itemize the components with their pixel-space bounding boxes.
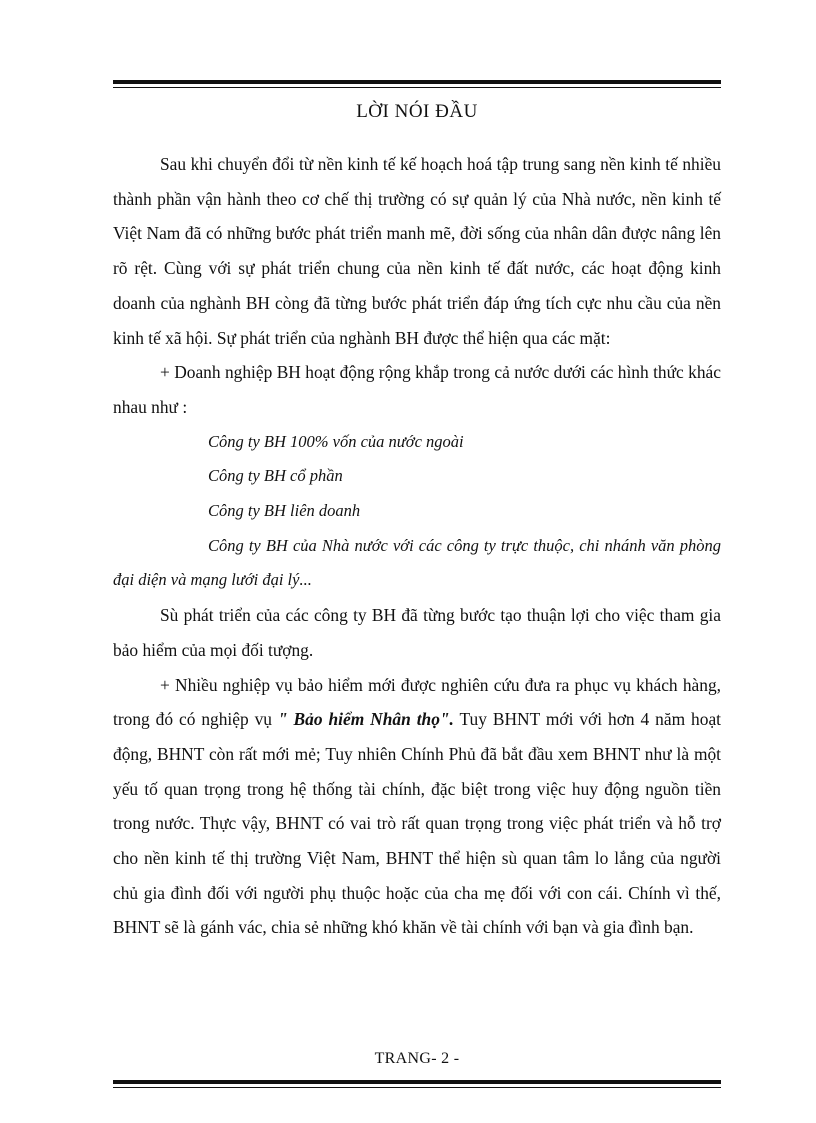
life-insurance-term: " Bảo hiểm Nhân thọ". [277, 709, 454, 730]
company-type-foreign: Công ty BH 100% vốn của nước ngoài [208, 431, 464, 451]
bullet-life-insurance [113, 668, 721, 946]
bullet-enterprises: + Doanh nghiệp BH hoạt động rộng khắp trong cả nước dưới các hình thức khác nhau như : [113, 362, 721, 417]
company-type-state: Công ty BH của Nhà nước với các công ty trực thuộc, chi nhánh văn phòng đại diện và mạng lưới đại lý... [113, 535, 721, 590]
page-title: LỜI NÓI ĐẦU [356, 101, 478, 122]
footer-double-rule [113, 1080, 721, 1088]
header-double-rule [113, 80, 721, 88]
page-number: TRANG- 2 - [374, 1050, 460, 1067]
company-type-joint-venture: Công ty BH liên doanh [208, 501, 361, 521]
document-body [113, 147, 721, 945]
development-paragraph: Sù phát triển của các công ty BH đã từng bước tạo thuận lợi cho việc tham gia bảo hiểm của mọi đối tượng. [113, 605, 721, 660]
intro-paragraph: Sau khi chuyển đổi từ nền kinh tế kế hoạch hoá tập trung sang nền kinh tế nhiều thành phần vận hành theo cơ chế thị trường có sự quản lý của Nhà nước, nền kinh tế Việt Nam đã có những bước phát triển manh mẽ, đời sống của nhân dân được nâng lên rõ rệt. Cùng với sự phát triển chung của nền kinh tế đất nước, các hoạt động kinh doanh của nghành BH còng đã từng bước phát triển đáp ứng tích cực nhu cầu của nền kinh tế xã hội. Sự phát triển của nghành BH được thể hiện qua các mặt: [113, 154, 721, 348]
life-insurance-intro: + Nhiều nghiệp vụ bảo hiểm mới được nghiên cứu đưa ra phục vụ khách hàng, trong đó có nghiệp vụ [113, 674, 721, 730]
life-insurance-body: Tuy BHNT mới với hơn 4 năm hoạt động, BHNT còn rất mới mẻ; Tuy nhiên Chính Phủ đã bắt đầu xem BHNT như là một yếu tố quan trọng trong hệ thống tài chính, đặc biệt trong việc huy động nguồn tiền trong nước. Thực vậy, BHNT có vai trò rất quan trọng trong việc phát triển và hỗ trợ cho nền kinh tế thị trường Việt Nam, BHNT thể hiện sù quan tâm lo lắng của người chủ gia đình đối với người phụ thuộc hoặc của cha mẹ đối với con cái. Chính vì thế, BHNT sẽ là gánh vác, chia sẻ những khó khăn về tài chính với bạn và gia đình bạn. [113, 709, 722, 938]
company-type-joint-stock: Công ty BH cổ phần [208, 466, 343, 486]
